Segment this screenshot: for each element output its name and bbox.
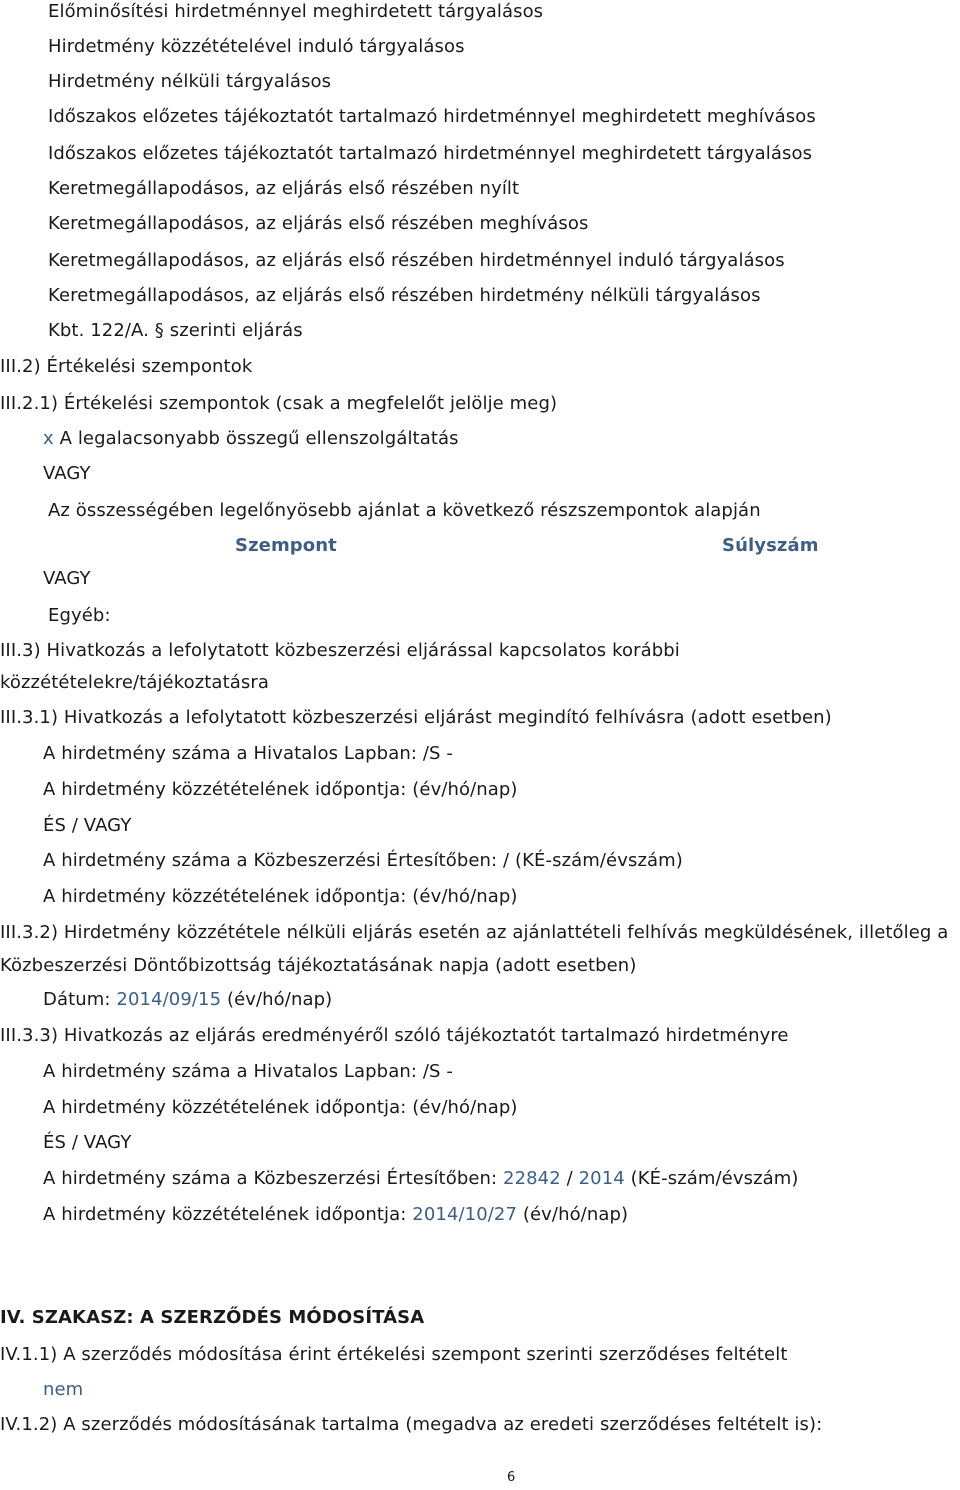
subsection-heading-iii-3-2: III.3.2) Hirdetmény közzététele nélküli eljárás esetén az ajánlattételi felhívás megküldésének, illetőleg a (0, 922, 949, 943)
date-field (43, 988, 332, 1012)
ke-notice-number: A hirdetmény száma a Közbeszerzési Értesítőben: / (KÉ-szám/évszám) (43, 850, 683, 871)
procedure-type-item: Előminősítési hirdetménnyel meghirdetett tárgyalásos (48, 1, 544, 22)
subsection-heading-iii-3-1: III.3.1) Hivatkozás a lefolytatott közbeszerzési eljárást megindító felhívásra (adott esetben) (0, 707, 832, 728)
publication-date: A hirdetmény közzétételének időpontja: (év/hó/nap) (43, 886, 518, 907)
official-journal-notice-number: A hirdetmény száma a Hivatalos Lapban: /S - (43, 1061, 453, 1082)
procedure-type-item: Keretmegállapodásos, az eljárás első részében meghívásos (48, 213, 589, 234)
procedure-type-item: Keretmegállapodásos, az eljárás első részében nyílt (48, 178, 520, 199)
date-value: 2014/09/15 (116, 989, 222, 1010)
answer-iv-1-1: nem (43, 1379, 84, 1400)
and-or-separator: ÉS / VAGY (43, 1132, 132, 1153)
ke-notice-label: A hirdetmény száma a Közbeszerzési Értesítőben: (43, 1168, 504, 1189)
ke-notice-number (43, 1167, 799, 1191)
section-heading-iii-3-cont: közzétételekre/tájékoztatásra (0, 672, 269, 693)
criterion-option-best-value: Az összességében legelőnyösebb ajánlat a következő részszempontok alapján (48, 500, 761, 521)
column-header-criterion: Szempont (235, 535, 337, 556)
publication-date-value: 2014/10/27 (412, 1204, 518, 1225)
procedure-type-item: Keretmegállapodásos, az eljárás első részében hirdetmény nélküli tárgyalásos (48, 285, 761, 306)
date-label: Dátum: (43, 989, 117, 1010)
section-heading-iv: IV. SZAKASZ: A SZERZŐDÉS MÓDOSÍTÁSA (0, 1307, 425, 1328)
publication-date (43, 1203, 628, 1227)
criterion-option-lowest-price (43, 427, 459, 451)
ke-notice-format: (KÉ-szám/évszám) (624, 1168, 799, 1189)
date-format: (év/hó/nap) (221, 989, 333, 1010)
question-iv-1-2: IV.1.2) A szerződés módosításának tartalma (megadva az eredeti szerződéses feltételt is): (0, 1414, 823, 1435)
subsection-heading-iii-3-2-cont: Közbeszerzési Döntőbizottság tájékoztatásának napja (adott esetben) (0, 955, 637, 976)
criterion-option-other: Egyéb: (48, 605, 111, 626)
section-heading-iii-3: III.3) Hivatkozás a lefolytatott közbeszerzési eljárással kapcsolatos korábbi (0, 640, 680, 661)
publication-date-format: (év/hó/nap) (517, 1204, 629, 1225)
column-header-weight: Súlyszám (722, 535, 819, 556)
procedure-type-item: Időszakos előzetes tájékoztatót tartalmazó hirdetménnyel meghirdetett meghívásos (48, 106, 816, 127)
procedure-type-item: Hirdetmény nélküli tárgyalásos (48, 71, 332, 92)
or-separator: VAGY (43, 463, 91, 484)
procedure-type-item: Keretmegállapodásos, az eljárás első részében hirdetménnyel induló tárgyalásos (48, 250, 785, 271)
question-iv-1-1: IV.1.1) A szerződés módosítása érint értékelési szempont szerinti szerződéses feltételt (0, 1344, 788, 1365)
selected-mark: x (43, 428, 54, 449)
option-label: A legalacsonyabb összegű ellenszolgáltatás (59, 428, 459, 449)
publication-date-label: A hirdetmény közzétételének időpontja: (43, 1204, 413, 1225)
subsection-heading-iii-3-3: III.3.3) Hivatkozás az eljárás eredményéről szóló tájékoztatót tartalmazó hirdetményre (0, 1025, 789, 1046)
and-or-separator: ÉS / VAGY (43, 815, 132, 836)
publication-date: A hirdetmény közzétételének időpontja: (év/hó/nap) (43, 1097, 518, 1118)
page-number: 6 (507, 1470, 516, 1485)
procedure-type-item: Időszakos előzetes tájékoztatót tartalmazó hirdetménnyel meghirdetett tárgyalásos (48, 143, 813, 164)
publication-date: A hirdetmény közzétételének időpontja: (év/hó/nap) (43, 779, 518, 800)
or-separator: VAGY (43, 568, 91, 589)
ke-notice-year-value: 2014 (578, 1168, 625, 1189)
ke-notice-number-value: 22842 (503, 1168, 561, 1189)
ke-notice-separator: / (560, 1168, 579, 1189)
procedure-type-item: Hirdetmény közzétételével induló tárgyalásos (48, 36, 465, 57)
subsection-heading-iii-2-1: III.2.1) Értékelési szempontok (csak a megfelelőt jelölje meg) (0, 393, 558, 414)
section-heading-iii-2: III.2) Értékelési szempontok (0, 356, 253, 377)
procedure-type-item: Kbt. 122/A. § szerinti eljárás (48, 320, 303, 341)
official-journal-notice-number: A hirdetmény száma a Hivatalos Lapban: /S - (43, 743, 453, 764)
